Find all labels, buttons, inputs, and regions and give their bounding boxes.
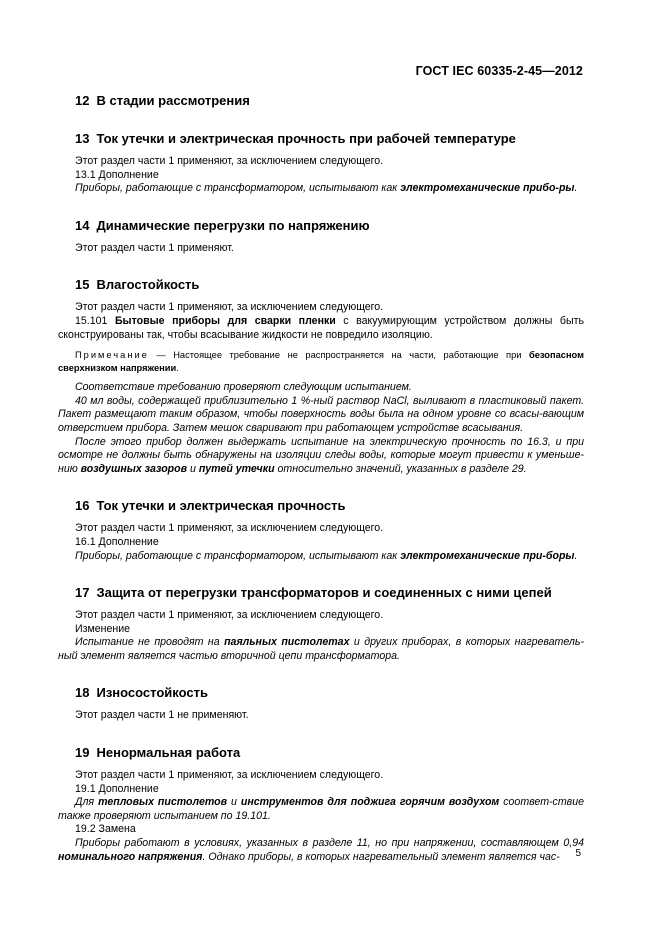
- section-number: 15: [75, 277, 90, 293]
- note: Примечание — Настоящее требование не распространяется на части, работающие при безопасном сверхнизком напряжении.: [58, 350, 584, 373]
- section-title: Ненормальная работа: [96, 745, 241, 761]
- paragraph: Этот раздел части 1 применяют, за исключением следующего.: [75, 301, 384, 314]
- section-title: Износостойкость: [96, 685, 208, 701]
- paragraph: Этот раздел части 1 применяют, за исключением следующего.: [75, 609, 384, 622]
- section-19-heading: [58, 745, 584, 761]
- section-number: 14: [75, 217, 90, 233]
- paragraph: Этот раздел части 1 применяют, за исключением следующего.: [75, 155, 384, 167]
- page-content: [58, 93, 584, 864]
- section-number: 19: [75, 745, 90, 761]
- paragraph: Испытание не проводят на паяльных пистолетах и других приборах, в которых нагреватель-ный элемент является частью вторичной цепи трансформатора.: [58, 636, 584, 662]
- section-12-heading: [58, 93, 584, 109]
- subsection-label: Изменение: [75, 622, 131, 635]
- subsection-label: 19.1 Дополнение: [75, 782, 159, 795]
- section-number: 18: [75, 685, 90, 701]
- paragraph: 40 мл воды, содержащей приблизительно 1 %-ный раствор NaCl, выливают в пластиковый пакет. Пакет размещают таким образом, чтобы поверхность воды была на одном уровне со всасы-вающим отверстием прибора. Затем мешок сваривают при работающем устройстве всасывания.: [58, 394, 584, 434]
- paragraph: После этого прибор должен выдержать испытание на электрическую прочность по 16.3, и при осмотре не должны быть обнаружены на изоляции следы воды, которые могут привести к уменьше-нию воздушных зазоров и путей утечки относительно значений, указанных в разделе 29.: [58, 435, 584, 475]
- paragraph: 15.101 Бытовые приборы для сварки пленки с вакуумирующим устройством должны быть сконструированы так, чтобы всасывание жидкости не повредило изоляцию.: [58, 314, 584, 341]
- section-18-heading: [58, 685, 584, 701]
- section-16-heading: [58, 498, 584, 514]
- section-13-heading: [58, 131, 584, 147]
- paragraph: Этот раздел части 1 применяют, за исключением следующего.: [75, 769, 384, 782]
- paragraph: Этот раздел части 1 применяют, за исключением следующего.: [75, 522, 384, 535]
- subsection-label: 16.1 Дополнение: [75, 535, 159, 548]
- section-title: Динамические перегрузки по напряжению: [96, 217, 370, 233]
- paragraph: Этот раздел части 1 не применяют.: [75, 709, 249, 722]
- section-17-heading: [58, 585, 584, 601]
- subsection-label: 13.1 Дополнение: [75, 168, 159, 181]
- section-number: 17: [75, 585, 90, 601]
- section-14-heading: [58, 218, 584, 234]
- section-title: Ток утечки и электрическая прочность при рабочей температуре: [96, 131, 516, 146]
- paragraph: Этот раздел части 1 применяют.: [75, 241, 234, 254]
- paragraph: Приборы работают в условиях, указанных в разделе 11, но при напряжении, составляющем 0,94 номинального напряжения. Однако приборы, в которых нагревательный элемент является час-: [58, 837, 584, 863]
- paragraph: Приборы, работающие с трансформатором, испытывают как электромеханические при-боры.: [75, 549, 578, 562]
- section-title: Защита от перегрузки трансформаторов и соединенных с ними цепей: [96, 585, 552, 601]
- paragraph: Для тепловых пистолетов и инструментов для поджига горячим воздухом соответ-ствие также проверяют испытанием по 19.101.: [58, 796, 584, 822]
- subsection-label: 19.2 Замена: [75, 823, 136, 836]
- document-header: ГОСТ IEC 60335-2-45—2012: [415, 64, 583, 78]
- section-title: Влагостойкость: [96, 277, 200, 293]
- section-title: В стадии рассмотрения: [96, 93, 250, 108]
- paragraph: Соответствие требованию проверяют следующим испытанием.: [75, 381, 412, 394]
- page-number: 5: [575, 848, 581, 859]
- paragraph: Приборы, работающие с трансформатором, испытывают как электромеханические прибо-ры.: [75, 182, 578, 195]
- section-15-heading: [58, 277, 584, 293]
- section-title: Ток утечки и электрическая прочность: [96, 498, 346, 514]
- section-number: 16: [75, 498, 90, 514]
- section-number: 13: [75, 131, 90, 146]
- section-number: 12: [75, 93, 90, 108]
